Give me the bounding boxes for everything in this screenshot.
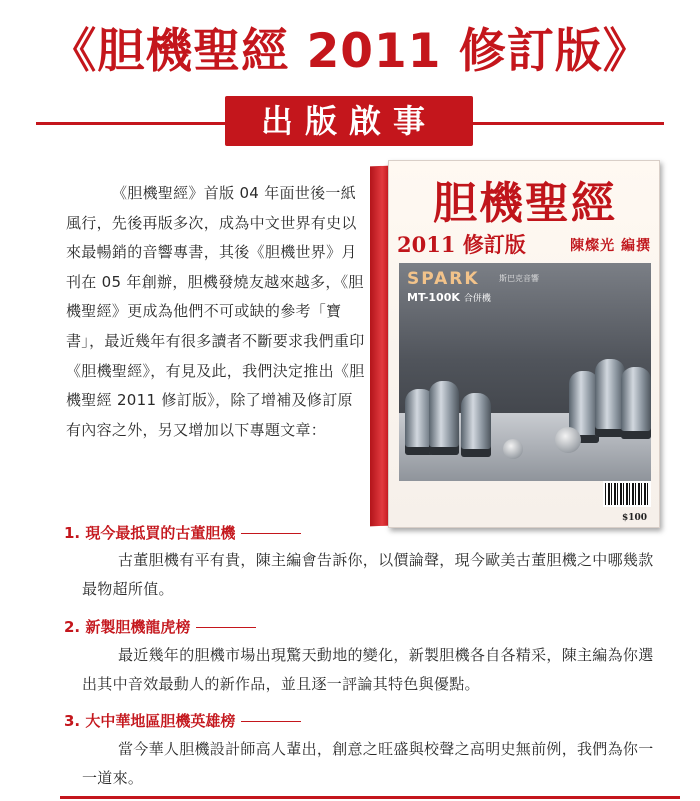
topic-heading — [64, 616, 256, 637]
topic-rule — [196, 627, 256, 628]
topic-body-text: 當今華人胆機設計師高人輩出，創意之旺盛與校聲之高明史無前例，我們為你一一道來。 — [82, 740, 654, 787]
topic-rule — [241, 721, 301, 722]
brand-logo: SPARK — [407, 269, 480, 289]
barcode — [603, 481, 651, 507]
page-title: 《胆機聖經 2011 修訂版》 — [49, 24, 651, 79]
brand-chinese-name: 斯巴克音響 — [499, 274, 539, 283]
book-title: 胆機聖經 — [433, 178, 617, 229]
book-cover-image — [370, 160, 660, 530]
topic-body — [82, 546, 662, 604]
topic-body — [82, 735, 662, 793]
topic-heading — [64, 710, 301, 731]
book-price: $100 — [621, 513, 647, 523]
topic-heading-text: 3. 大中華地區胆機英雄榜 — [64, 712, 236, 730]
book-edition: 2011 修訂版 — [397, 232, 526, 257]
topic-body-text: 最近幾年的胆機市場出現驚天動地的變化，新製胆機各自各精采，陳主編為你選出其中音效最動人的新作品，並且逐一評論其特色與優點。 — [82, 646, 654, 693]
model-label — [407, 291, 491, 304]
topic-body-text: 古董胆機有平有貴，陳主編會告訴你，以價論聲，現今歐美古董胆機之中哪幾款最物超所值。 — [82, 551, 654, 598]
subtitle-banner — [0, 96, 700, 146]
model-number: MT-100K — [407, 291, 460, 304]
topic-body — [82, 641, 662, 699]
bottom-rule — [60, 796, 680, 799]
vacuum-tube — [429, 381, 459, 455]
amplifier-photo — [399, 263, 651, 481]
subtitle-badge: 出版啟事 — [225, 96, 473, 146]
selector-knob — [503, 439, 523, 459]
topic-heading-text: 2. 新製胆機龍虎榜 — [64, 618, 191, 636]
intro-paragraph — [66, 179, 366, 445]
topic-heading-text: 1. 現今最抵買的古董胆機 — [64, 524, 236, 542]
vacuum-tube — [621, 367, 651, 439]
topic-rule — [241, 533, 301, 534]
volume-knob — [555, 427, 581, 453]
intro-text: 《胆機聖經》首版 04 年面世後一紙風行，先後再版多次，成為中文世界有史以來最暢銷的音響專書，其後《胆機世界》月刊在 05 年創辦，胆機發燒友越來越多，《胆機聖經》更成為他們不可或缺的參考「寶書」，最近幾年有很多讀者不斷要求我們重印《胆機聖經》，有見及此，我們決定推出《胆機聖經 2011 修訂版》，除了增補及修訂原有內容之外，另又增加以下專題文章： — [66, 184, 365, 439]
book-spine — [370, 166, 390, 527]
book-cover — [388, 160, 660, 528]
topic-heading — [64, 522, 301, 543]
vacuum-tube — [461, 393, 491, 457]
model-type: 合併機 — [463, 294, 491, 304]
book-author: 陳燦光 編撰 — [570, 238, 651, 254]
